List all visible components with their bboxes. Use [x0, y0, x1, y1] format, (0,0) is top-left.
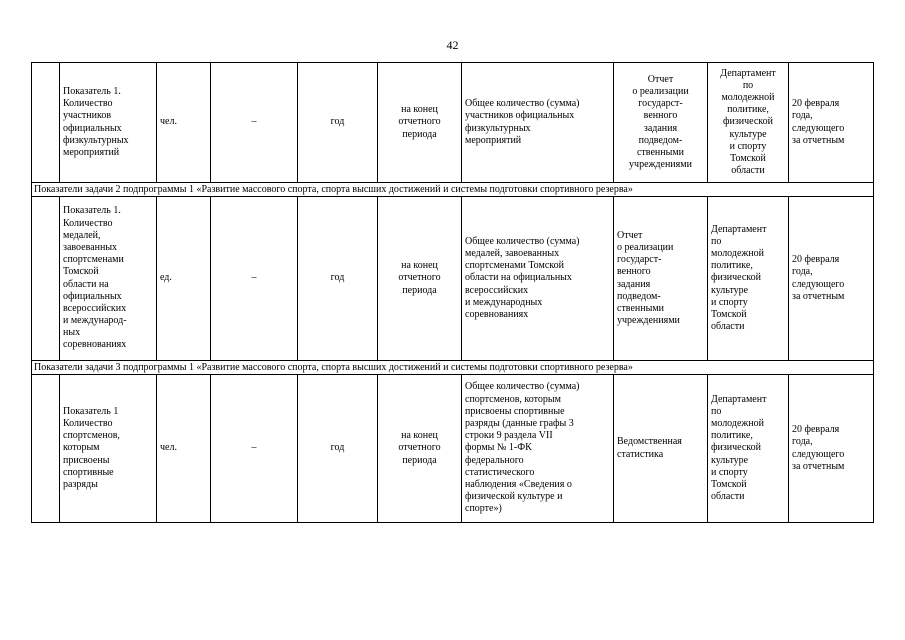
- indicators-table: [31, 62, 874, 523]
- page-number: 42: [446, 38, 459, 52]
- time-cell: на конец отчетного периода: [378, 197, 462, 361]
- time-cell: на конец отчетного периода: [378, 375, 462, 523]
- dash-cell: –: [211, 63, 298, 183]
- definition-cell: Общее количество (сумма) участников официальных физкультурных мероприятий: [462, 63, 614, 183]
- method-cell: Отчет о реализации государст- венного задания подведом- ственными учреждениями: [614, 63, 708, 183]
- periodicity-cell: год: [298, 63, 378, 183]
- responsible-cell: Департамент по молодежной политике, физической культуре и спорту Томской области: [708, 375, 789, 523]
- method-cell: Ведомственная статистика: [614, 375, 708, 523]
- indicator-name: Показатель 1. Количество медалей, завоеванных спортсменами Томской области на официальных всероссийских и международ- ных соревнованиях: [60, 197, 157, 361]
- table-row: [32, 63, 874, 183]
- responsible-cell: Департамент по молодежной политике, физической культуре и спорту Томской области: [708, 197, 789, 361]
- deadline-cell: 20 февраля года, следующего за отчетным: [789, 375, 874, 523]
- table-row: [32, 197, 874, 361]
- method-cell: Отчет о реализации государст- венного задания подведом- ственными учреждениями: [614, 197, 708, 361]
- section-heading: Показатели задачи 3 подпрограммы 1 «Развитие массового спорта, спорта высших достижений и системы подготовки спортивного резерва»: [32, 361, 874, 375]
- indicator-name: Показатель 1. Количество участников официальных физкультурных мероприятий: [60, 63, 157, 183]
- indicator-name: Показатель 1 Количество спортсменов, которым присвоены спортивные разряды: [60, 375, 157, 523]
- unit-cell: чел.: [157, 375, 211, 523]
- definition-cell: Общее количество (сумма) медалей, завоеванных спортсменами Томской области на официальных всероссийских и международных соревнованиях: [462, 197, 614, 361]
- section-heading-row: [32, 361, 874, 375]
- dash-cell: –: [211, 375, 298, 523]
- unit-cell: чел.: [157, 63, 211, 183]
- responsible-cell: Департамент по молодежной политике, физической культуре и спорту Томской области: [708, 63, 789, 183]
- periodicity-cell: год: [298, 197, 378, 361]
- time-cell: на конец отчетного периода: [378, 63, 462, 183]
- row-number-cell: [32, 63, 60, 183]
- table-row: [32, 375, 874, 523]
- section-heading-row: [32, 183, 874, 197]
- deadline-cell: 20 февраля года, следующего за отчетным: [789, 63, 874, 183]
- row-number-cell: [32, 197, 60, 361]
- dash-cell: –: [211, 197, 298, 361]
- periodicity-cell: год: [298, 375, 378, 523]
- row-number-cell: [32, 375, 60, 523]
- section-heading: Показатели задачи 2 подпрограммы 1 «Развитие массового спорта, спорта высших достижений и системы подготовки спортивного резерва»: [32, 183, 874, 197]
- unit-cell: ед.: [157, 197, 211, 361]
- definition-cell: Общее количество (сумма) спортсменов, которым присвоены спортивные разряды (данные графы 3 строки 9 раздела VII формы № 1-ФК федерального статистического наблюдения «Сведения о физической культуре и спорте»): [462, 375, 614, 523]
- deadline-cell: 20 февраля года, следующего за отчетным: [789, 197, 874, 361]
